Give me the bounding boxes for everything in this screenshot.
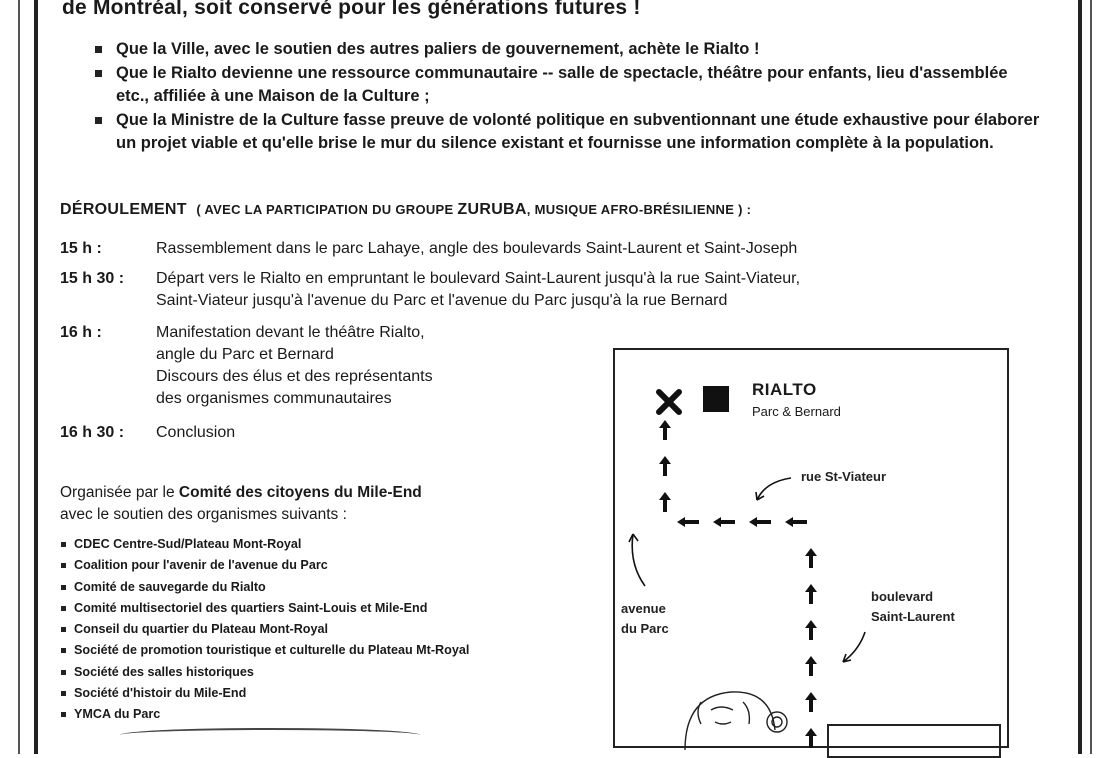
organizer-support-line: avec le soutien des organismes suivants : [60, 506, 347, 523]
demand-item: Que la Ministre de la Culture fasse preuve de volonté politique en subventionnant une étude exhaustive pour élaborer un projet viable et qu'elle brise le mur du silence existant et fournisse une information complète à la population. [92, 109, 1042, 154]
schedule-time: 15 h : [60, 240, 102, 257]
map-destination-sub: Parc & Bernard [752, 404, 841, 419]
x-mark-icon [659, 392, 679, 412]
deroulement-paren-close: , MUSIQUE AFRO-BRÉSILIENNE ) : [526, 202, 752, 217]
map-label-laurent-1: boulevard [871, 589, 934, 604]
organization-item: Société des salles historiques [60, 662, 469, 683]
map-label-viateur: rue St-Viateur [801, 469, 887, 484]
organization-item: Conseil du quartier du Plateau Mont-Royal [60, 619, 469, 640]
schedule-time: 16 h : [60, 324, 102, 341]
deroulement-heading [60, 201, 751, 219]
demand-item: Que le Rialto devienne une ressource communautaire -- salle de spectacle, théâtre pour enfants, lieu d'assemblée etc., affiliée à une Maison de la Culture ; [92, 62, 1042, 107]
face-doodle-icon [685, 692, 787, 750]
square-marker-icon [703, 386, 729, 412]
schedule-text: Conclusion [156, 424, 236, 441]
map-bottom-box [827, 724, 1001, 758]
organization-item: Coalition pour l'avenir de l'avenue du Parc [60, 555, 469, 576]
schedule-text: Départ vers le Rialto en empruntant le boulevard Saint-Laurent jusqu'à la rue Saint-Viateur, Saint-Viateur jusqu'à l'avenue du Parc et l'avenue du Parc jusqu'à la rue Bernard [156, 270, 801, 309]
arrow-up-icon [659, 420, 671, 512]
map-label-parc-2: du Parc [621, 621, 669, 636]
organizer-prefix: Organisée par le [60, 484, 179, 501]
demand-item: Que la Ville, avec le soutien des autres paliers de gouvernement, achète le Rialto ! [92, 38, 1042, 60]
schedule-time: 15 h 30 : [60, 270, 125, 287]
organization-item: Comité multisectoriel des quartiers Saint-Louis et Mile-End [60, 598, 469, 619]
map-label-parc-1: avenue [621, 601, 666, 616]
schedule-text: Manifestation devant le théâtre Rialto, angle du Parc et Bernard Discours des élus et des représentants des organismes communautaires [156, 324, 433, 407]
map-destination: RIALTO [752, 380, 817, 399]
organizer-name: Comité des citoyens du Mile-End [178, 484, 422, 501]
schedule-time: 16 h 30 : [60, 424, 125, 441]
deroulement-paren-open: ( AVEC LA PARTICIPATION DU GROUPE [196, 202, 458, 217]
map-label-laurent-2: Saint-Laurent [871, 609, 955, 624]
headline: de Montréal, soit conservé pour les générations futures ! [62, 0, 641, 19]
organization-item: Société de promotion touristique et culturelle du Plateau Mt-Royal [60, 640, 469, 661]
route-map [613, 348, 1009, 748]
deroulement-group: ZURUBA [457, 201, 527, 218]
demands-list [92, 38, 1042, 156]
schedule-text: Rassemblement dans le parc Lahaye, angle des boulevards Saint-Laurent et Saint-Joseph [156, 240, 798, 257]
organization-item: CDEC Centre-Sud/Plateau Mont-Royal [60, 534, 469, 555]
arrow-left-icon [677, 517, 807, 527]
deroulement-label: DÉROULEMENT [60, 201, 187, 218]
bottom-shape-edge [120, 728, 420, 742]
arrow-up-icon [805, 548, 817, 748]
organization-item: Comité de sauvegarde du Rialto [60, 577, 469, 598]
organizations-list [60, 534, 469, 726]
organization-item: YMCA du Parc [60, 704, 469, 725]
organization-item: Société d'histoir du Mile-End [60, 683, 469, 704]
organizer-block [60, 482, 422, 526]
